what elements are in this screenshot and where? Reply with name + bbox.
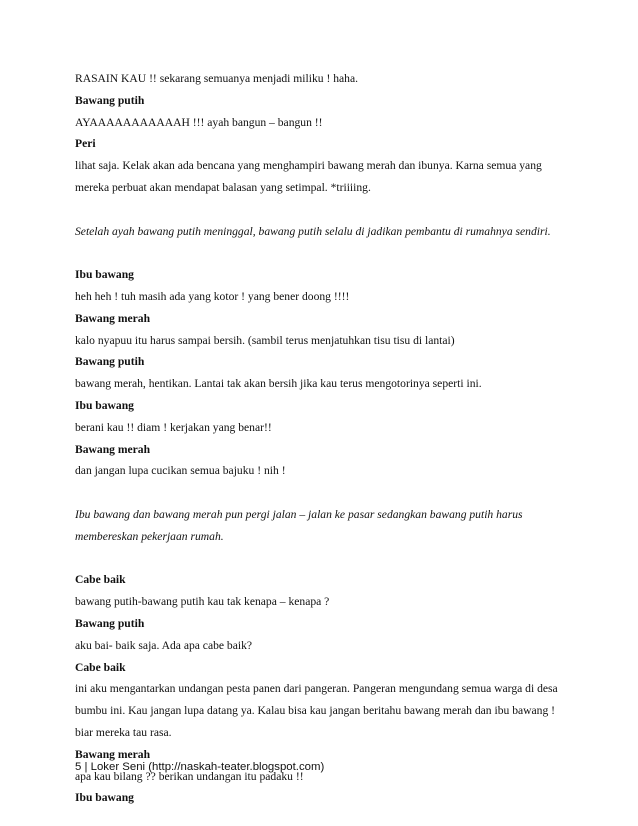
dialogue-line: AYAAAAAAAAAAAH !!! ayah bangun – bangun !! bbox=[75, 115, 323, 129]
speaker-name: Bawang merah bbox=[75, 442, 151, 456]
dialogue-line: bawang merah, hentikan. Lantai tak akan bersih jika kau terus mengotorinya seperti ini. bbox=[75, 377, 482, 391]
speaker-name: Bawang putih bbox=[75, 93, 145, 107]
dialogue-line: biar mereka tau rasa. bbox=[75, 725, 172, 739]
dialogue-line: bawang putih-bawang putih kau tak kenapa – kenapa ? bbox=[75, 595, 330, 609]
speaker-name: Ibu bawang bbox=[75, 791, 134, 805]
dialogue-line: aku bai- baik saja. Ada apa cabe baik? bbox=[75, 638, 253, 652]
blank-line bbox=[75, 199, 575, 221]
speaker-name: Ibu bawang bbox=[75, 268, 134, 282]
dialogue-line: berani kau !! diam ! kerjakan yang benar!! bbox=[75, 420, 272, 434]
stage-direction: Ibu bawang dan bawang merah pun pergi jalan – jalan ke pasar sedangkan bawang putih harus bbox=[75, 507, 523, 521]
dialogue-line: ini aku mengantarkan undangan pesta panen dari pangeran. Pangeran mengundang semua warga di desa bbox=[75, 682, 558, 696]
script-page bbox=[75, 68, 575, 809]
speaker-name: Bawang putih bbox=[75, 355, 145, 369]
stage-direction: Setelah ayah bawang putih meninggal, bawang putih selalu di jadikan pembantu di rumahnya sendiri. bbox=[75, 224, 551, 238]
blank-line bbox=[75, 242, 575, 264]
speaker-name: Bawang merah bbox=[75, 311, 151, 325]
page-footer: 5 | Loker Seni (http://naskah-teater.blogspot.com) bbox=[75, 761, 325, 773]
speaker-name: Cabe baik bbox=[75, 660, 126, 674]
dialogue-line: bumbu ini. Kau jangan lupa datang ya. Kalau bisa kau jangan beritahu bawang merah dan ibu bawang ! bbox=[75, 704, 556, 718]
dialogue-line: apa kau bilang ?? berikan undangan itu padaku !! bbox=[75, 769, 304, 783]
dialogue-line: lihat saja. Kelak akan ada bencana yang menghampiri bawang merah dan ibunya. Karna semua yang bbox=[75, 159, 542, 173]
dialogue-line: heh heh ! tuh masih ada yang kotor ! yang bener doong !!!! bbox=[75, 289, 350, 303]
speaker-name: Cabe baik bbox=[75, 573, 126, 587]
dialogue-line: mereka perbuat akan mendapat balasan yang setimpal. *triiiing. bbox=[75, 180, 371, 194]
blank-line bbox=[75, 482, 575, 504]
stage-direction: membereskan pekerjaan rumah. bbox=[75, 529, 224, 543]
blank-line bbox=[75, 548, 575, 570]
dialogue-line: dan jangan lupa cucikan semua bajuku ! nih ! bbox=[75, 464, 286, 478]
dialogue-line: RASAIN KAU !! sekarang semuanya menjadi miliku ! haha. bbox=[75, 72, 359, 85]
speaker-name: Bawang putih bbox=[75, 616, 145, 630]
speaker-name: Ibu bawang bbox=[75, 398, 134, 412]
speaker-name: Peri bbox=[75, 137, 96, 151]
speaker-name: Bawang merah bbox=[75, 747, 151, 761]
dialogue-line: kalo nyapuu itu harus sampai bersih. (sambil terus menjatuhkan tisu tisu di lantai) bbox=[75, 333, 455, 347]
